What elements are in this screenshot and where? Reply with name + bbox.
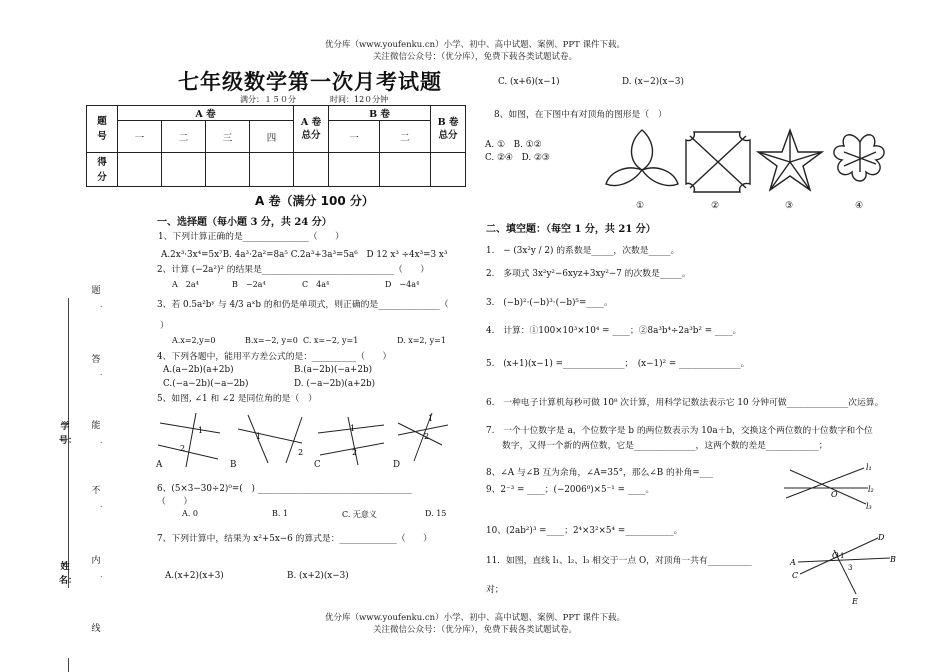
q3-option-c: C. x=−2, y=1 [303,336,359,345]
q6-paren: （ ） [157,497,193,507]
a-col-4: 四 [250,121,294,153]
footer-line-2: 关注微信公众号：（优分库），免费下载各类试题试卷。 [372,625,577,635]
fill-q5: 5. (x+1)(x−1) =______________； (x−1)² = ______________。 [486,359,750,369]
q5-a-angle1: 1 [198,426,204,435]
part2-heading: 二、填空题：（每空 1 分，共 21 分） [486,224,656,235]
a-total-cell: A 卷总分 [294,106,329,153]
q2-option-c: C 4a⁴ [302,280,330,289]
fig11-label-a: A [790,558,796,567]
seal-char: 题 [91,286,101,296]
fig11-label-b: B [890,555,896,564]
fill-q11: 11．如图，直线 l₁、l₂、l₃ 相交于一点 O，对顶角一共有__________ [486,556,752,566]
binding-line-tail [68,658,69,672]
q5-b-angle1: 1 [256,432,262,441]
q2-option-d: D −4a⁴ [385,280,420,289]
q3-stem-end: ） [160,321,169,331]
q6-option-d: D. 15 [425,509,447,518]
q3-option-a: A.x=2,y=0 [172,336,216,345]
fill-q7-line2: 数字，又得一个新的两位数，它是______________，这两个数的差是____________； [502,441,828,451]
q7-option-c: C. (x+6)(x−1) [498,77,560,87]
seal-char: 线 [91,624,101,634]
b-col-1: 一 [329,121,380,153]
score-box[interactable] [250,153,294,187]
seal-char: 答 [91,355,101,365]
q8-fig-label-2: ② [711,201,719,211]
q5-label-d: D [393,460,401,470]
part1-heading: 一、选择题（每小题 3 分，共 24 分） [157,217,332,228]
b-juan-header: B 卷 [329,106,431,121]
q5-label-c: C [314,460,321,470]
score-table [86,105,466,187]
fill-q1: 1. − (3x²y / 2) 的系数是_____，次数是_____。 [486,246,680,256]
student-id-label: 学 号： [59,422,79,446]
q3-option-d: D. x=2, y=1 [397,336,446,345]
seal-char: 内 [91,556,101,566]
q4-option-a: A.(a−2b)(a+2b) [163,365,234,375]
q5-c-angle2: 2 [352,448,358,457]
q8-figure-3 [758,130,822,190]
seal-dot: . [100,570,103,579]
q5-d-angle1: 1 [428,414,434,423]
q8-fig-label-1: ① [636,201,644,211]
fill-q9: 9、2⁻³ = ____；(−2006⁰)×5⁻¹ = ____。 [486,485,655,495]
footer-line-1: 优分库（www.youfenku.cn）小学、初中、高中试题、案例、PPT 课件下载。 [325,613,625,623]
q4-option-d: D. (−a−2b)(a+2b) [294,379,376,389]
score-box[interactable] [162,153,206,187]
seal-dot: . [100,500,103,509]
q8-figure-4 [834,135,884,181]
fill-q2: 2. 多项式 3x²y²−6xyz+3xy²−7 的次数是_____。 [486,269,691,279]
a-juan-header: A 卷 [118,106,294,121]
q2-stem: 2、计算 (−2a²)² 的结果是______________________________（ ） [157,265,430,275]
q6-stem: 6、(5×3−30÷2)⁰=( ) ___________________________________ [157,484,412,494]
a-col-2: 二 [162,121,206,153]
score-box[interactable] [380,153,431,187]
q8-options-2: C. ②④ D. ②③ [485,153,550,163]
q5-b-angle2: 2 [298,448,304,457]
fill-q7-line1: 7. 一个十位数字是 a，个位数字是 b 的两位数表示为 10a＋b，交换这个两位数的十位数字和个位 [486,426,873,436]
a-col-1: 一 [118,121,162,153]
q4-option-c: C.(−a−2b)(−a−2b) [163,379,249,389]
q7-option-b: B. (x+2)(x−3) [287,571,349,581]
line-label-l1: l₁ [866,463,872,472]
q2-option-b: B −2a⁴ [232,280,266,289]
q5-figures [152,405,452,467]
score-box[interactable] [118,153,162,187]
fig11-label-e: E [852,597,858,606]
fill-q8: 8、∠A 与∠B 互为余角，∠A=35°，那么∠B 的补角=___ [486,468,713,478]
q1-stem: 1、下列计算正确的是_______________（ ） [158,232,344,242]
score-box[interactable] [329,153,380,187]
student-name-label: 姓 名： [59,562,79,586]
q6-option-a: A. 0 [182,509,198,518]
fill-q3: 3. (−b)²·(−b)³·(−b)⁵=____。 [486,298,613,308]
q6-option-c: C. 无意义 [342,510,377,519]
q5-figure-b [238,415,302,463]
exam-time: 时间：12０分钟 [330,95,389,104]
q7-option-a: A.(x+2)(x+3) [165,571,224,581]
q5-figure-a [158,413,220,467]
q5-label-a: A [156,460,163,470]
q8-figures [600,122,900,202]
fig11-label-d: D [878,533,885,542]
q4-option-b: B.(a−2b)(−a+2b) [294,365,373,375]
defen-cell: 得分 [87,153,118,187]
q5-figure-d [398,413,448,461]
q8-stem: 8、如图，在下图中有对顶角的图形是（ ） [494,110,667,120]
q6-option-b: B. 1 [272,509,289,518]
full-marks: 满分：１５０分 [240,95,296,104]
seal-char: 能 [91,421,101,431]
line-label-l3: l₃ [866,502,872,511]
q5-a-angle2: 2 [180,444,186,453]
q8-figure-2 [686,132,750,192]
q8-fig-label-4: ④ [855,201,863,211]
fig11-label-o: O [832,551,839,560]
b-col-2: 二 [380,121,431,153]
fig11-angle-1: 1 [840,552,845,560]
section-a-heading: A 卷（满分 100 分） [255,194,374,208]
fill-q4: 4. 计算：①100×10³×10⁴ = ____；②8a³b⁴÷2a³b² = ____。 [486,326,742,336]
q1-options: A.2x³·3x⁴=5x⁷B. 4a³·2a²=8a⁵ C.2a³+3a³=5a⁶ D 12 x³ ÷4x³=3 x³ [161,250,448,260]
q7-option-d: D. (x−2)(x−3) [622,77,684,87]
seal-dot: . [100,436,103,445]
header-line-1: 优分库（www.youfenku.cn）小学、初中、高中试题、案例、PPT 课件下载。 [325,40,625,50]
q5-d-angle2: 2 [424,432,430,441]
q7-stem: 7、下列计算中，结果为 x²+5x−6 的算式是：_____________（ ） [157,534,432,544]
seal-dot: . [100,300,103,309]
header-line-2: 关注微信公众号：（优分库），免费下载各类试题试卷。 [372,52,577,62]
tihao-cell: 题号 [87,106,118,153]
fig11-label-c: C [792,571,799,580]
score-box[interactable] [431,153,466,187]
point-label-o: O [831,490,838,499]
q2-option-a: A 2a⁴ [172,280,199,289]
fill-q11-end: 对； [486,585,504,595]
q3-option-b: B.x=−2, y=0 [245,336,298,345]
seal-char: 不 [91,486,101,496]
q5-label-b: B [230,460,237,470]
q4-stem: 4、下列各题中，能用平方差公式的是：__________（ ） [157,352,392,362]
line-label-l2: l₂ [868,485,874,494]
seal-dot: . [100,368,103,377]
q5-stem: 5、如图, ∠1 和 ∠2 是同位角的是（ ） [157,394,317,404]
q8-figure-1 [606,130,678,185]
q8-fig-label-3: ③ [785,201,793,211]
lines-figure-q8 [780,458,880,514]
b-total-cell: B 卷总分 [431,106,466,153]
exam-title: 七年级数学第一次月考试题 [178,70,442,94]
q5-c-angle1: 1 [350,424,356,433]
lines-figure-q11 [786,532,898,607]
q8-options-1: A. ① B. ①② [485,140,542,150]
score-box[interactable] [206,153,250,187]
fig11-angle-3: 3 [848,564,853,572]
score-box[interactable] [294,153,329,187]
fill-q6: 6. 一种电子计算机每秒可做 10⁸ 次计算，用科学记数法表示它 10 分钟可做______________次运算。 [486,398,884,408]
fill-q10: 10、(2ab²)³ =____；2⁴×3²×5⁴ =___________。 [486,526,683,536]
a-col-3: 三 [206,121,250,153]
q3-stem: 3、若 0.5a²bʸ 与 4/3 aˣb 的和仍是单项式，则正确的是______________（ [157,300,449,310]
